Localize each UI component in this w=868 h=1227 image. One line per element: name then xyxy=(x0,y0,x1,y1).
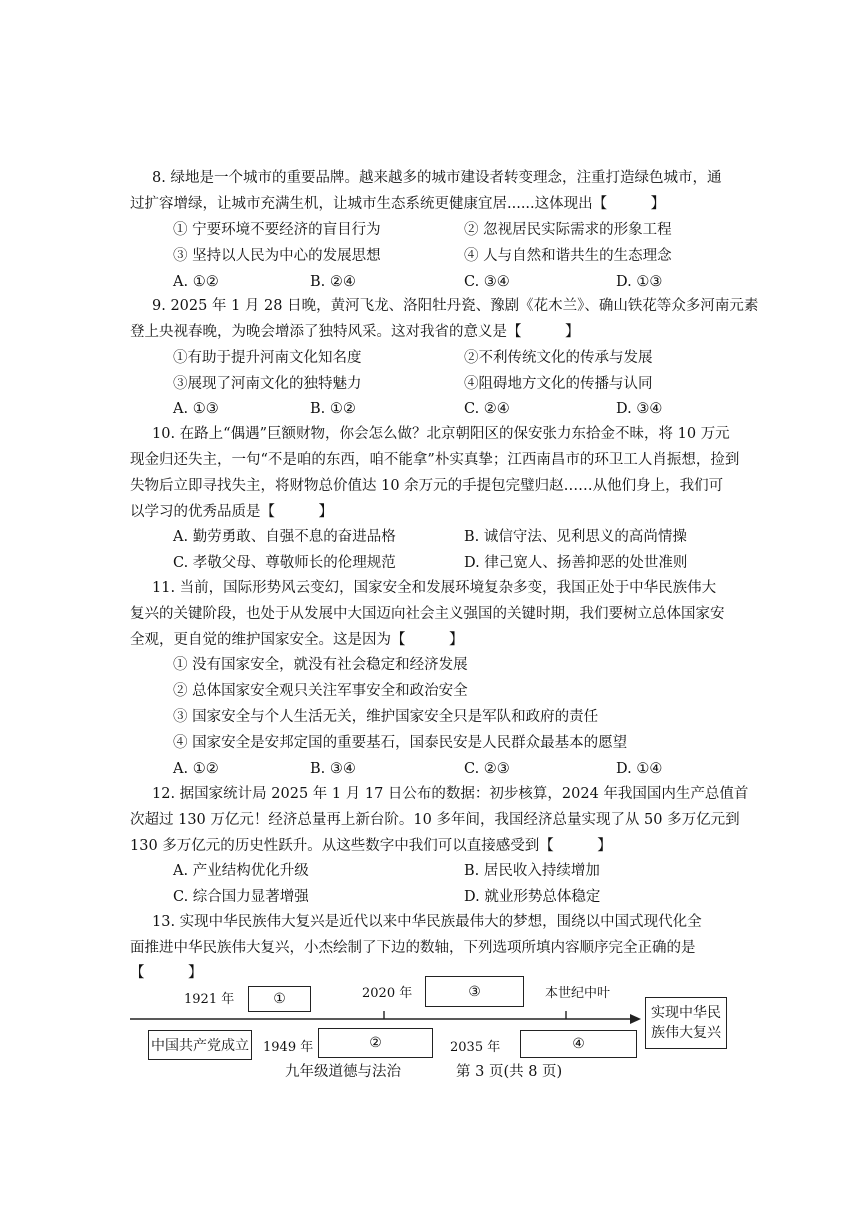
q9-statement-4: ④阻碍地方文化的传播与认同 xyxy=(464,376,653,392)
end-goal-box xyxy=(645,997,727,1049)
blank-box-4: ④ xyxy=(520,1030,637,1058)
q11-stem-line-1: 11. 当前，国际形势风云变幻，国家安全和发展环境复杂多变，我国正处于中华民族伟大 xyxy=(152,580,717,596)
q12-stem-line-3: 130 多万亿元的历史性跃升。从这些数字中我们可以直接感受到【 】 xyxy=(130,838,612,854)
q13-stem-line-3: 【 】 xyxy=(130,965,203,981)
blank-box-3: ③ xyxy=(425,976,524,1007)
q11-statement-1: ① 没有国家安全，就没有社会稳定和经济发展 xyxy=(173,657,468,673)
q12-stem-line-1: 12. 据国家统计局 2025 年 1 月 17 日公布的数据：初步核算，2024 年我国国内生产总值首 xyxy=(152,786,749,802)
q10-option-c[interactable]: C. 孝敬父母、尊敬师长的伦理规范 xyxy=(173,555,396,571)
q11-option-a[interactable]: A. ①② xyxy=(173,761,219,777)
q10-option-a[interactable]: A. 勤劳勇敢、自强不息的奋进品格 xyxy=(173,529,396,545)
footer-subject: 九年级道德与法治 xyxy=(285,1064,401,1080)
q8-statement-1: ① 宁要环境不要经济的盲目行为 xyxy=(173,222,381,238)
q10-stem-line-1: 10. 在路上“偶遇”巨额财物，你会怎么做？北京朝阳区的保安张力东拾金不昧，将 10 万元 xyxy=(152,426,730,442)
q8-stem-line-1: 8. 绿地是一个城市的重要品牌。越来越多的城市建设者转变理念，注重打造绿色城市，通 xyxy=(152,170,722,186)
q11-option-b[interactable]: B. ③④ xyxy=(310,761,356,777)
q10-stem-line-3: 失物后立即寻找失主，将财物总价值达 10 余万元的手提包完璧归赵……从他们身上，我们可 xyxy=(130,478,724,494)
q12-stem-line-2: 次超过 130 万亿元！经济总量再上新台阶。10 多年间，我国经济总量实现了从 50 多万亿元到 xyxy=(130,812,740,828)
q8-option-a[interactable]: A. ①② xyxy=(173,274,219,290)
q10-option-d[interactable]: D. 律己宽人、扬善抑恶的处世准则 xyxy=(464,555,688,571)
q12-option-a[interactable]: A. 产业结构优化升级 xyxy=(173,863,309,879)
q8-statement-4: ④ 人与自然和谐共生的生态理念 xyxy=(464,248,672,264)
q8-option-b[interactable]: B. ②④ xyxy=(310,274,356,290)
end-goal-line-1: 实现中华民 xyxy=(651,1005,721,1021)
q11-option-d[interactable]: D. ①④ xyxy=(616,761,663,777)
label-1921: 1921 年 xyxy=(184,992,235,1007)
label-2035: 2035 年 xyxy=(450,1040,501,1055)
q13-stem-line-1: 13. 实现中华民族伟大复兴是近代以来中华民族最伟大的梦想，围绕以中国式现代化全 xyxy=(152,914,702,930)
start-event-box: 中国共产党成立 xyxy=(148,1030,252,1060)
q8-stem-line-2: 过扩容增绿，让城市充满生机，让城市生态系统更健康宜居......这体现出【 】 xyxy=(130,196,666,212)
label-1949: 1949 年 xyxy=(263,1040,314,1055)
q9-option-c[interactable]: C. ②④ xyxy=(464,401,510,417)
q9-option-b[interactable]: B. ①② xyxy=(310,401,356,417)
q9-statement-1: ①有助于提升河南文化知名度 xyxy=(173,350,362,366)
q9-statement-2: ②不利传统文化的传承与发展 xyxy=(464,350,653,366)
end-goal-line-2: 族伟大复兴 xyxy=(651,1025,721,1041)
q9-statement-3: ③展现了河南文化的独特魅力 xyxy=(173,376,362,392)
q11-statement-4: ④ 国家安全是安邦定国的重要基石，国泰民安是人民群众最基本的愿望 xyxy=(173,735,628,751)
timeline-arrowhead xyxy=(630,1014,641,1024)
q12-option-c[interactable]: C. 综合国力显著增强 xyxy=(173,889,309,905)
q12-option-d[interactable]: D. 就业形势总体稳定 xyxy=(464,889,601,905)
label-mid-century: 本世纪中叶 xyxy=(545,986,611,1001)
q9-option-a[interactable]: A. ①③ xyxy=(173,401,219,417)
q8-statement-3: ③ 坚持以人民为中心的发展思想 xyxy=(173,248,381,264)
q10-stem-line-2: 现金归还失主，一句“不是咱的东西，咱不能拿”朴实真挚；江西南昌市的环卫工人肖振想，捡到 xyxy=(130,452,740,468)
label-2020: 2020 年 xyxy=(362,986,413,1001)
q9-stem-line-2: 登上央视春晚，为晚会增添了独特风采。这对我省的意义是【 】 xyxy=(130,324,580,340)
q8-option-c[interactable]: C. ③④ xyxy=(464,274,510,290)
q12-option-b[interactable]: B. 居民收入持续增加 xyxy=(464,863,600,879)
q10-stem-line-4: 以学习的优秀品质是【 】 xyxy=(130,504,333,520)
q11-option-c[interactable]: C. ②③ xyxy=(464,761,510,777)
blank-box-2: ② xyxy=(318,1028,433,1058)
q10-option-b[interactable]: B. 诚信守法、见利思义的高尚情操 xyxy=(464,529,687,545)
footer-page-number: 第 3 页(共 8 页) xyxy=(456,1064,563,1080)
q9-stem-line-1: 9. 2025 年 1 月 28 日晚，黄河飞龙、洛阳牡丹瓷、豫剧《花木兰》、确山铁花等众多河南元素 xyxy=(152,298,759,314)
q8-statement-2: ② 忽视居民实际需求的形象工程 xyxy=(464,222,672,238)
blank-box-1: ① xyxy=(248,986,311,1012)
q8-option-d[interactable]: D. ①③ xyxy=(616,274,663,290)
q9-option-d[interactable]: D. ③④ xyxy=(616,401,663,417)
q11-statement-3: ③ 国家安全与个人生活无关，维护国家安全只是军队和政府的责任 xyxy=(173,709,599,725)
q11-statement-2: ② 总体国家安全观只关注军事安全和政治安全 xyxy=(173,683,468,699)
q11-stem-line-3: 全观，更自觉的维护国家安全。这是因为【 】 xyxy=(130,632,464,648)
q13-stem-line-2: 面推进中华民族伟大复兴，小杰绘制了下边的数轴，下列选项所填内容顺序完全正确的是 xyxy=(130,940,696,956)
q11-stem-line-2: 复兴的关键阶段，也处于从发展中大国迈向社会主义强国的关键时期，我们要树立总体国家安 xyxy=(130,606,725,622)
